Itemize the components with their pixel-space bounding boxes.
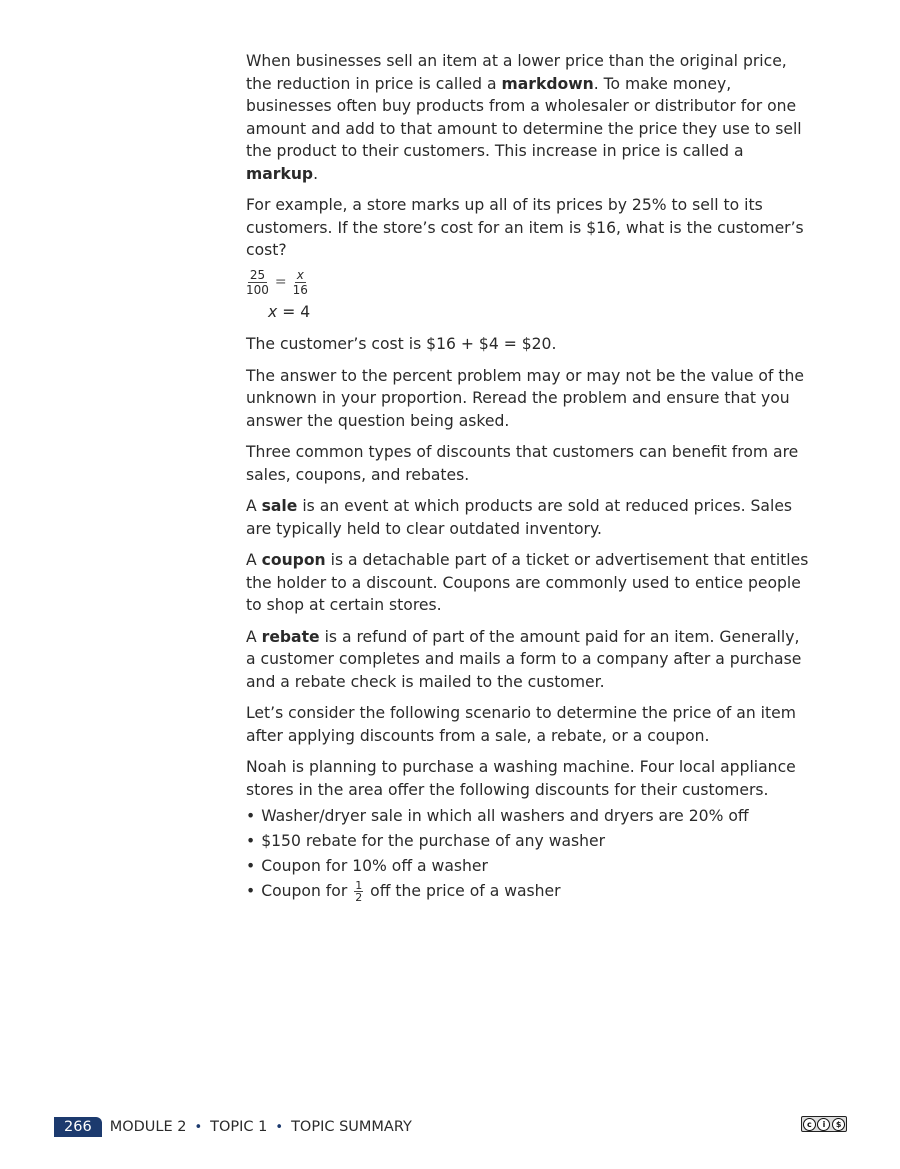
rebate-definition: A rebate is a refund of part of the amount paid for an item. Generally, a customer completes and mails a form to a company after a purchase and a rebate check is mailed to the customer. xyxy=(246,627,802,691)
by-icon: i xyxy=(817,1118,830,1131)
page-footer xyxy=(54,1117,412,1137)
equals-sign: = xyxy=(274,274,287,291)
nc-icon: $ xyxy=(832,1118,845,1131)
list-item: • Coupon for 10% off a washer xyxy=(246,854,811,879)
list-item: • Coupon for $\frac{1}{2}$ off the price of a washer xyxy=(246,879,811,904)
cc-icon: c xyxy=(803,1118,816,1131)
customer-cost-paragraph: The customer’s cost is $16 + $4 = $20. xyxy=(246,335,557,353)
term-sale: sale xyxy=(261,497,298,515)
separator-dot: • xyxy=(194,1119,203,1135)
term-markup: markup xyxy=(246,164,314,183)
discount-list xyxy=(246,804,811,904)
list-item: • Washer/dryer sale in which all washers and dryers are 20% off xyxy=(246,804,811,829)
list-item: • $150 rebate for the purchase of any washer xyxy=(246,829,811,854)
topic-summary-content xyxy=(246,50,811,904)
half-fraction: $\frac{1}{2}$ xyxy=(355,879,363,904)
sale-definition: A sale is an event at which products are sold at reduced prices. Sales are typically held to clear outdated inventory. xyxy=(246,497,793,538)
term-rebate: rebate xyxy=(261,627,320,646)
topic-label: TOPIC 1 xyxy=(210,1119,268,1135)
fraction-left: $\frac{25}{100}$ xyxy=(246,268,269,297)
section-label: TOPIC SUMMARY xyxy=(291,1119,412,1135)
markdown-markup-paragraph: When businesses sell an item at a lower price than the original price, the reduction in price is called a markdown. To make money, businesses often buy products from a wholesaler or distributor for one amount and add to that amount to determine the price they use to sell the product to their customers. This increase in price is called a markup. xyxy=(246,52,802,183)
separator-dot: • xyxy=(275,1119,284,1135)
term-coupon: coupon xyxy=(261,551,326,569)
proportion-equation xyxy=(246,267,811,299)
noah-scenario-paragraph: Noah is planning to purchase a washing machine. Four local appliance stores in the area offer the following discounts for their customers. xyxy=(246,758,796,799)
reread-paragraph: The answer to the percent problem may or may not be the value of the unknown in your proportion. Reread the problem and ensure that you answer the question being asked. xyxy=(246,366,804,430)
term-markdown: markdown xyxy=(501,74,594,93)
fraction-right: $\frac{x}{16}$ xyxy=(292,268,308,297)
solution-line: x = 4 xyxy=(268,302,311,321)
scenario-intro-paragraph: Let’s consider the following scenario to determine the price of an item after applying discounts from a sale, a rebate, or a coupon. xyxy=(246,704,796,745)
discount-types-paragraph: Three common types of discounts that customers can benefit from are sales, coupons, and rebates. xyxy=(246,443,799,484)
coupon-definition: A coupon is a detachable part of a ticket or advertisement that entitles the holder to a discount. Coupons are commonly used to entice people to shop at certain stores. xyxy=(246,551,809,614)
cc-by-nc-icon xyxy=(801,1116,847,1132)
module-label: MODULE 2 xyxy=(109,1119,187,1135)
page-number: 266 xyxy=(54,1117,102,1137)
example-paragraph: For example, a store marks up all of its prices by 25% to sell to its customers. If the store’s cost for an item is $16, what is the customer’s cost? xyxy=(246,196,804,259)
